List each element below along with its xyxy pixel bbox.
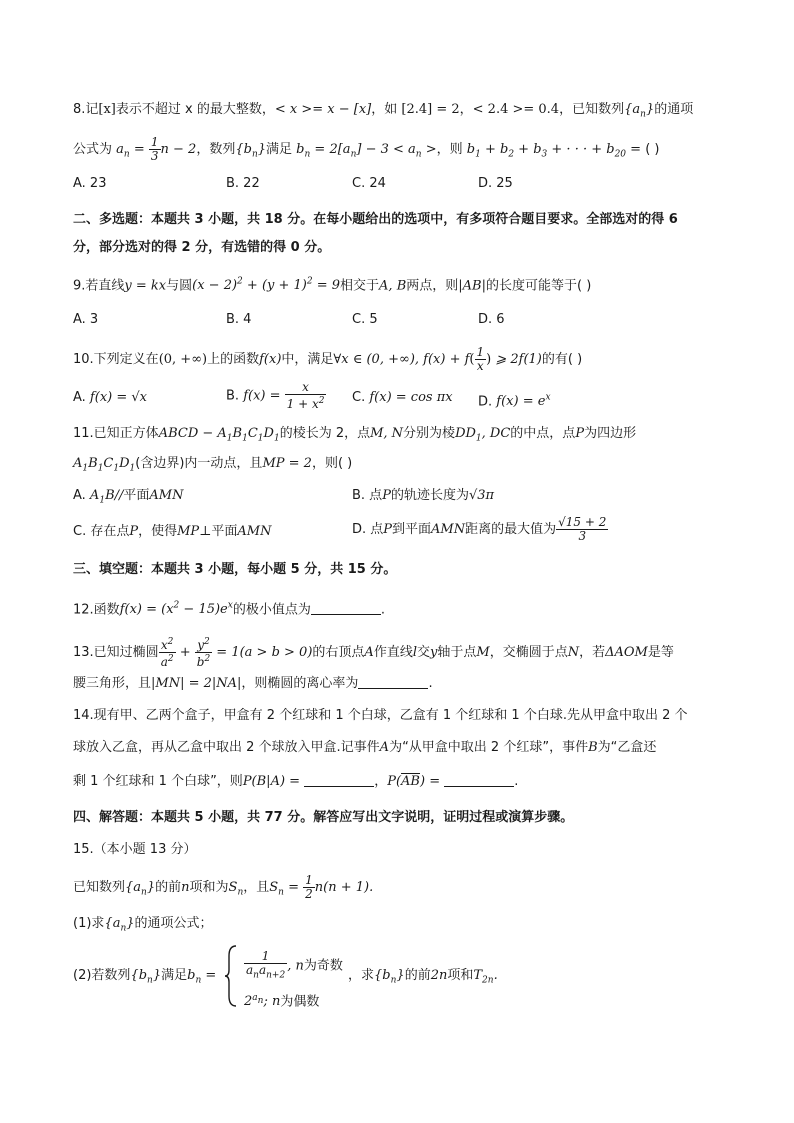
q13-line1: 13.已知过椭圆 $\frac{x^2}{a^2}$ + $\frac{y^2}{b^2}$ = 1(a > b > 0)的右顶点A作直线l交y轴于点M，交椭圆于点N，若ΔAOM是等 [73,637,674,669]
q11-option-b: B. 点P的轨迹长度为√3π [352,488,495,503]
q10-stem: 10.下列定义在(0, +∞)上的函数f(x)中，满足∀x ∈ (0, +∞), f(x) + f( $\frac{1}{x}$ ) ⩾ 2f(1)的有( ) [73,345,583,373]
q11-option-c: C. 存在点P，使得MP⊥平面AMN [73,524,272,539]
q12-answer-blank[interactable] [311,600,381,615]
q15-part2-tail: ，求$\{b_n\}$的前2n项和$T_{2n}$. [348,968,498,986]
q15-case-even: $2^{a_n}$; n为偶数 [244,993,320,1010]
q14-answer-blank-1[interactable] [304,772,374,787]
q10-option-c: C. f(x) = cos πx [352,390,453,405]
q11-line1: 11.已知正方体ABCD − $A_1B_1C_1D_1$的棱长为 2，点M, N分别为棱$DD_1$, DC的中点，点P为四边形 [73,426,637,444]
q8-line1: 8.记[x]表示不超过 x 的最大整数，< x >= x − [x]，如 [2.4] = 2，< 2.4 >= 0.4，已知数列$\{a_n\}$的通项 [73,102,694,120]
q8-option-a: A. 23 [73,176,107,191]
q15-part2-lead: (2)若数列$\{b_n\}$满足$b_n$ = [73,968,217,986]
q11-option-a: A. $A_1B//$平面AMN [73,488,184,506]
q10-option-d: D. $f(x) = e^x$ [478,393,551,410]
q8-line2: 公式为 $a_n$ = $\frac{1}{3}$ n − 2，数列$\{b_n\}$满足 $b_n = 2[a_n] - 3 < a_n$ >，则 $b_1 + b_2 + b_3$ + · · · + $b_{20}$ = ( ) [73,135,660,163]
q9-option-b: B. 4 [226,312,252,327]
q8-option-d: D. 25 [478,176,513,191]
q11-line2: $A_1B_1C_1D_1$(含边界)内一动点，且MP = 2，则( ) [73,456,353,474]
q10-option-b: B. f(x) = $\frac{x}{1 + x^2}$ [226,380,325,411]
q9-option-c: C. 5 [352,312,378,327]
section2-heading-line2: 分，部分选对的得 2 分，有选错的得 0 分。 [73,240,331,255]
q15-part1: (1)求$\{a_n\}$的通项公式； [73,916,213,934]
q15-header: 15.（本小题 13 分） [73,842,197,857]
section2-heading-line1: 二、多选题：本题共 3 小题，共 18 分。在每小题给出的选项中，有多项符合题目要求。全部选对的得 6 [73,212,678,227]
section3-heading: 三、填空题：本题共 3 小题，每小题 5 分，共 15 分。 [73,562,397,577]
q14-line3: 剩 1 个红球和 1 个白球”，则P(B|A) = ，$P(\overline{AB})$ = . [73,774,519,789]
q13-answer-blank[interactable] [358,674,428,689]
q14-answer-blank-2[interactable] [444,772,514,787]
q15-case-odd: $\frac{1}{a_na_{n+2}}$ , n为奇数 [246,949,343,981]
q12-stem: 12.函数$f(x) = (x^2 - 15)e^x$的极小值点为 . [73,601,385,618]
piecewise-brace [224,944,238,1008]
q9-option-d: D. 6 [478,312,505,327]
q8-option-c: C. 24 [352,176,386,191]
q15-stem: 已知数列$\{a_n\}$的前n项和为$S_n$，且$S_n$ = $\frac{1}{2}$ n(n + 1). [73,873,374,901]
section4-heading: 四、解答题：本题共 5 小题，共 77 分。解答应写出文字说明，证明过程或演算步骤。 [73,810,574,825]
q9-option-a: A. 3 [73,312,99,327]
q14-line2: 球放入乙盒，再从乙盒中取出 2 个球放入甲盒.记事件A为“从甲盒中取出 2 个红球”，事件B为“乙盒还 [73,740,657,755]
q13-line2: 腰三角形，且|MN| = 2|NA|，则椭圆的离心率为 . [73,676,433,691]
q11-option-d: D. 点P到平面AMN距离的最大值为 $\frac{√15 + 2}{3}$ [352,515,607,543]
q9-stem: 9.若直线y = kx与圆$(x - 2)^2 + (y + 1)^2 = 9$相交于A, B两点，则|AB|的长度可能等于( ) [73,277,592,294]
q8-option-b: B. 22 [226,176,260,191]
q10-option-a: A. f(x) = √x [73,390,147,405]
q14-line1: 14.现有甲、乙两个盒子，甲盒有 2 个红球和 1 个白球，乙盒有 1 个红球和 1 个白球.先从甲盒中取出 2 个 [73,708,688,723]
